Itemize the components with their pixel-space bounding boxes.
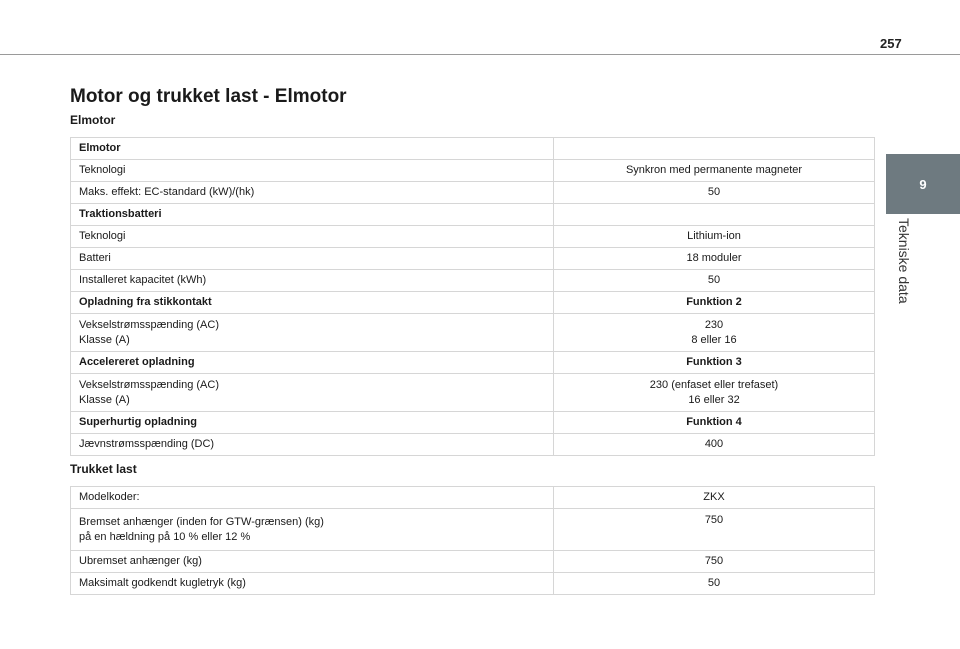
row-value [554,138,875,160]
row-label-line: Klasse (A) [79,393,130,406]
row-label-line: Bremset anhænger (inden for GTW-grænsen) (kg) [79,515,324,528]
row-value: 750 [554,509,875,551]
row-value-line: 230 [704,318,724,331]
table-row [71,160,875,182]
top-divider [0,54,960,55]
row-label: Superhurtig opladning [71,412,554,434]
row-label [71,374,554,412]
row-value-line: 230 (enfaset eller trefaset) [649,378,779,391]
table-row [71,138,875,160]
row-value: 18 moduler [554,248,875,270]
table-row [71,487,875,509]
row-label: Traktionsbatteri [71,204,554,226]
row-value: 50 [554,182,875,204]
table-row [71,412,875,434]
table-row [71,352,875,374]
row-label: Teknologi [71,226,554,248]
chapter-tab[interactable] [886,154,960,214]
row-label: Elmotor [71,138,554,160]
chapter-title: Tekniske data [896,218,912,304]
table-row [71,434,875,456]
table-row [71,182,875,204]
row-value-line: 16 eller 32 [688,393,740,406]
row-value: 50 [554,270,875,292]
row-label: Installeret kapacitet (kWh) [71,270,554,292]
row-label-line: Vekselstrømsspænding (AC) [79,318,219,331]
row-label: Teknologi [71,160,554,182]
table-row [71,573,875,595]
table-row [71,292,875,314]
row-label: Batteri [71,248,554,270]
row-label: Jævnstrømsspænding (DC) [71,434,554,456]
row-value: Funktion 4 [554,412,875,434]
row-label-line: Klasse (A) [79,333,130,346]
trukket-last-spec-table [70,486,875,595]
section-heading-elmotor: Elmotor [70,113,116,127]
row-label: Opladning fra stikkontakt [71,292,554,314]
table-row [71,204,875,226]
row-value-line: 8 eller 16 [691,333,737,346]
table-row [71,374,875,412]
row-value: 400 [554,434,875,456]
table-row [71,248,875,270]
row-value [554,204,875,226]
page-title: Motor og trukket last - Elmotor [70,86,347,107]
row-value: Funktion 2 [554,292,875,314]
table-row [71,551,875,573]
row-value [554,374,875,412]
row-label-line: Vekselstrømsspænding (AC) [79,378,219,391]
row-label: Accelereret opladning [71,352,554,374]
row-label-line: på en hældning på 10 % eller 12 % [79,530,251,543]
table-row [71,226,875,248]
row-label: Maks. effekt: EC-standard (kW)/(hk) [71,182,554,204]
table-row [71,314,875,352]
elmotor-spec-table [70,137,875,456]
row-value [554,314,875,352]
row-label: Maksimalt godkendt kugletryk (kg) [71,573,554,595]
row-value: Funktion 3 [554,352,875,374]
table-row [71,270,875,292]
row-value: Synkron med permanente magneter [554,160,875,182]
row-label [71,509,554,551]
row-value: 750 [554,551,875,573]
row-label: Modelkoder: [71,487,554,509]
row-value: ZKX [554,487,875,509]
row-label [71,314,554,352]
page-number: 257 [880,36,902,51]
row-value: 50 [554,573,875,595]
table-row [71,509,875,551]
section-heading-trukket-last: Trukket last [70,462,137,476]
chapter-number: 9 [919,176,927,192]
row-label: Ubremset anhænger (kg) [71,551,554,573]
row-value: Lithium-ion [554,226,875,248]
